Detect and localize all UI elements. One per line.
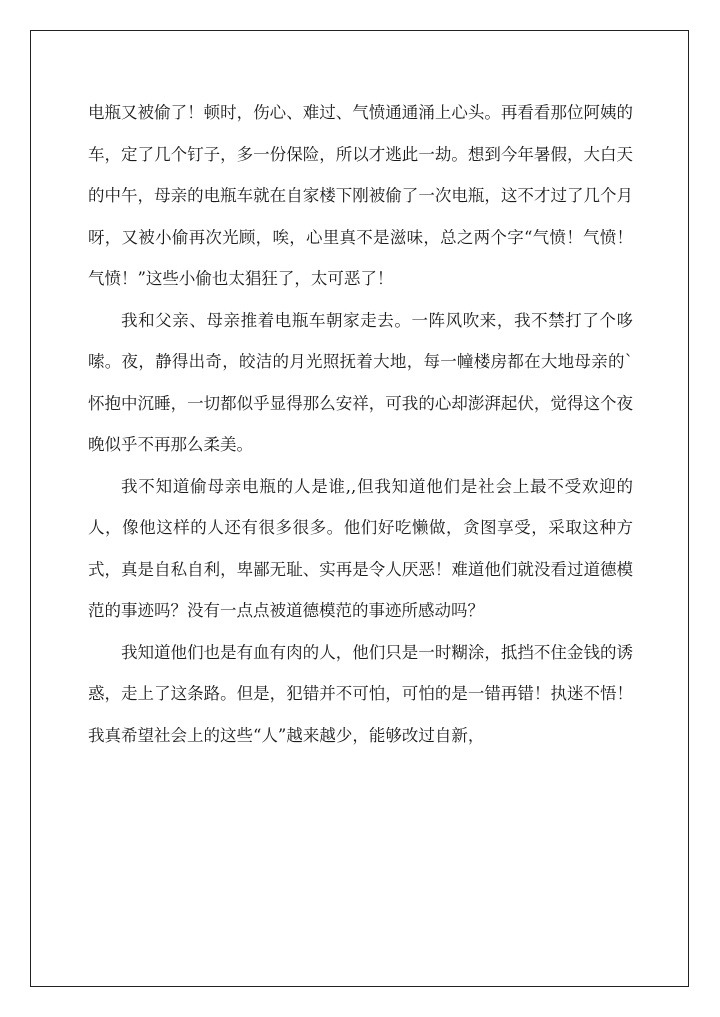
paragraph-1: 电瓶又被偷了！顿时，伤心、难过、气愤通通涌上心头。再看看那位阿姨的车，定了几个钉子，多一份保险，所以才逃此一劫。想到今年暑假，大白天的中午，母亲的电瓶车就在自家楼下刚被偷了一次电瓶，这不才过了几个月呀，又被小偷再次光顾，唉，心里真不是滋味，总之两个字“气愤！气愤！气愤！”这些小偷也太猖狂了，太可恶了！ — [88, 103, 633, 288]
paragraph-3: 我不知道偷母亲电瓶的人是谁,,但我知道他们是社会上最不受欢迎的人，像他这样的人还有很多很多。他们好吃懒做，贪图享受，采取这种方式，真是自私自利，卑鄙无耻、实再是令人厌恶！难道他们就没看过道德模范的事迹吗？没有一点点被道德模范的事迹所感动吗？ — [88, 476, 633, 620]
paragraph-2: 我和父亲、母亲推着电瓶车朝家走去。一阵风吹来，我不禁打了个哆嗦。夜，静得出奇，皎洁的月光照抚着大地，每一幢楼房都在大地母亲的`怀抱中沉睡，一切都似乎显得那么安祥，可我的心却澎湃起伏，觉得这个夜晚似乎不再那么柔美。 — [88, 310, 633, 454]
essay-body — [88, 92, 633, 756]
paragraph-4: 我知道他们也是有血有肉的人，他们只是一时糊涂，抵挡不住金钱的诱惑，走上了这条路。但是，犯错并不可怕，可怕的是一错再错！执迷不悟！我真希望社会上的这些“人”越来越少，能够改过自新， — [88, 642, 633, 745]
